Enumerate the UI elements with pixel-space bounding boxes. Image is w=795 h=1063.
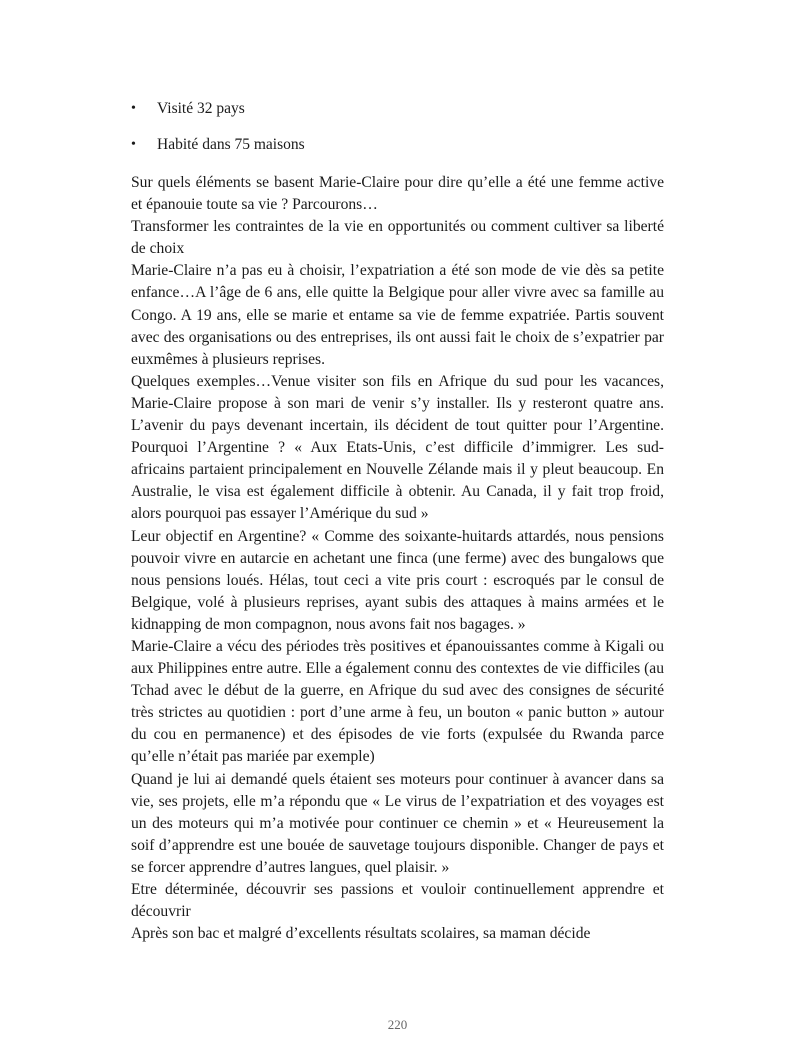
bullet-item-visited-countries — [131, 98, 671, 120]
section-heading-constraints: Transformer les contraintes de la vie en opportunités ou comment cultiver sa liberté de choix — [131, 218, 664, 258]
paragraph-periods: Marie-Claire a vécu des périodes très positives et épanouissantes comme à Kigali ou aux Philippines entre autre. Elle a également connu des contextes de vie difficiles (au Tchad avec le début de la guerre, en Afrique du sud avec des consignes de sécurité très strictes au quotidien : port d’une arme à feu, un bouton « panic button » autour du cou en permanence) et des épisodes de vie forts (expulsée du Rwanda parce qu’elle n’était pas mariée par exemple) — [131, 637, 664, 766]
page-number: 220 — [387, 1017, 408, 1032]
paragraph-intro-question: Sur quels éléments se basent Marie-Claire pour dire qu’elle a été une femme active et épanouie toute sa vie ? Parcourons… — [131, 174, 664, 214]
paragraph-expatriation: Marie-Claire n’a pas eu à choisir, l’expatriation a été son mode de vie dès sa petite enfance…A l’âge de 6 ans, elle quitte la Belgique pour aller vivre avec sa famille au Congo. A 19 ans, elle se marie et entame sa vie de femme expatriée. Partis souvent avec des organisations ou des entreprises, ils ont aussi fait le choix de s’expatrier par euxmêmes à plusieurs reprises. — [131, 262, 664, 368]
paragraph-examples: Quelques exemples…Venue visiter son fils en Afrique du sud pour les vacances, Marie-Claire propose à son mari de venir s’y installer. Ils y resteront quatre ans. L’avenir du pays devenant incertain, ils décident de tout quitter pour l’Argentine. Pourquoi l’Argentine ? « Aux Etats-Unis, c’est difficile d’immigrer. Les sud-africains partaient principalement en Nouvelle Zélande mais il y pleut beaucoup. En Australie, le visa est également difficile à obtenir. Au Canada, il y fait trop froid, alors pourquoi pas essayer l’Amérique du sud » — [131, 372, 664, 523]
paragraph-motivations: Quand je lui ai demandé quels étaient ses moteurs pour continuer à avancer dans sa vie, ses projets, elle m’a répondu que « Le virus de l’expatriation et des voyages est un des moteurs qui m’a motivée pour continuer ce chemin » et « Heureusement la soif d’apprendre est une bouée de sauvetage toujours disponible. Changer de pays et se forcer apprendre d’autres langues, quel plaisir. » — [131, 770, 664, 876]
bullet-marker: • — [131, 137, 136, 152]
bullet-list — [131, 98, 671, 170]
bullet-item-houses — [131, 134, 671, 156]
bullet-text: Habité dans 75 maisons — [157, 136, 305, 153]
paragraph-argentina: Leur objectif en Argentine? « Comme des soixante-huitards attardés, nous pensions pouvoir vivre en autarcie en achetant une finca (une ferme) avec des bungalows que nous pensions loués. Hélas, tout ceci a vite pris court : escroqués par le consul de Belgique, volé à plusieurs reprises, ayant subis des attaques à mains armées et le kidnapping de mon compagnon, nous avons fait nos bagages. » — [131, 527, 664, 633]
bullet-text: Visité 32 pays — [157, 100, 245, 117]
section-heading-determination: Etre déterminée, découvrir ses passions et vouloir continuellement apprendre et découvrir — [131, 881, 664, 921]
paragraph-after-bac: Après son bac et malgré d’excellents résultats scolaires, sa maman décide — [131, 925, 591, 943]
bullet-marker: • — [131, 101, 136, 116]
body-text — [131, 172, 664, 945]
